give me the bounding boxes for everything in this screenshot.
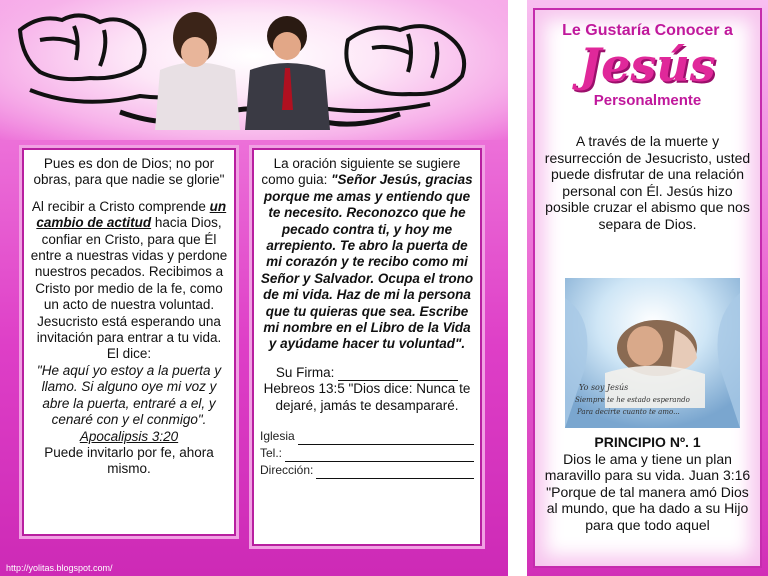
emphasis-change-of-attitude: un cambio de actitud bbox=[36, 198, 227, 231]
receive-text-b: hacia Dios, confiar en Cristo, para que Él entre a nuestras vidas y perdone nuestros pecados. Recibimos a Cristo por medio de la fe, como un acto de nuestra voluntad. Jesucristo está esperando una invitación para entrar a tu vida. El dice: bbox=[30, 215, 228, 362]
signature-label: Su Firma: bbox=[275, 364, 335, 380]
cover-body-text: A través de la muerte y resurrección de Jesucristo, usted puede disfrutar de una relación personal con Él. Jesús hizo posible cruzar el abismo que nos separa de Dios. bbox=[544, 133, 751, 232]
receive-text-a: Al recibir a Cristo comprende bbox=[31, 198, 206, 214]
paragraph-grace: Pues es don de Dios; no por obras, para que nadie se glorie" bbox=[33, 156, 225, 188]
closing-invitation: Puede invitarlo por fe, ahora mismo. bbox=[44, 444, 214, 477]
praying-hands-illustration bbox=[0, 0, 508, 140]
jesus-embrace-image bbox=[565, 278, 740, 428]
principle-heading: PRINCIPIO Nº. 1 bbox=[594, 434, 701, 450]
phone-field-row[interactable] bbox=[260, 445, 474, 462]
address-line[interactable] bbox=[316, 467, 474, 479]
cover-title-top: Le Gustaría Conocer a bbox=[562, 22, 733, 39]
church-line[interactable] bbox=[298, 433, 474, 445]
phone-line[interactable] bbox=[285, 450, 474, 462]
phone-label: Tel.: bbox=[260, 446, 283, 461]
principle-body: Dios le ama y tiene un plan maravillo para su vida. Juan 3:16 "Porque de tal manera amó Dios al mundo, que ha dado a su Hijo para que todo aquel bbox=[544, 450, 751, 533]
fists-and-people-icon bbox=[0, 0, 508, 140]
contact-form bbox=[260, 428, 474, 479]
address-label: Dirección: bbox=[260, 463, 314, 478]
cover-title-name: Jesús bbox=[579, 38, 716, 92]
panel-conversion-text bbox=[22, 148, 236, 536]
signature-line[interactable] bbox=[338, 369, 458, 381]
prayer-intro-text: La oración siguiente se sugiere como guia: bbox=[261, 156, 461, 188]
prayer-body: Reconozco que he pecado contra ti, y hoy me arrepiento. Te abro la puerta de mi corazón y te recibo como mi Señor y Salvador. Ocupa el trono de mi vida. Haz de mi la persona que tu quieras que sea. Escribe mi nombre en el Libro de la Vida y ayúdame hacer tu voluntad". bbox=[260, 205, 474, 352]
cover-title-bottom: Personalmente bbox=[593, 92, 702, 109]
paragraph-receive-christ bbox=[30, 199, 228, 363]
church-field-row[interactable] bbox=[260, 428, 474, 445]
brochure-cover bbox=[527, 0, 768, 576]
signature-row bbox=[260, 365, 474, 381]
image-caption-line-1: Yo soy Jesús bbox=[579, 383, 629, 392]
panel-prayer bbox=[252, 148, 482, 546]
cover-card bbox=[533, 8, 762, 568]
revelation-quote: "He aquí yo estoy a la puerta y llamo. Si alguno oye mi voz y abre la puerta, entraré a el, y cenaré con y el conmigo". bbox=[36, 362, 222, 428]
principle-section bbox=[535, 434, 760, 533]
hebrews-verse: Hebreos 13:5 "Dios dice: Nunca te dejaré, jamás te desampararé. bbox=[263, 381, 471, 413]
image-caption-line-2: Siempre te he estado esperando bbox=[575, 396, 690, 404]
footer-url: http://yolitas.blogspot.com/ bbox=[6, 563, 113, 573]
image-caption-line-3: Para decirte cuanto te amo... bbox=[577, 408, 680, 416]
address-field-row[interactable] bbox=[260, 462, 474, 479]
prayer-opening: "Señor Jesús, gracias porque me amas y entiendo que te necesito. bbox=[263, 172, 473, 221]
prayer-intro bbox=[260, 156, 474, 353]
bible-reference: Apocalipsis 3:20 bbox=[79, 428, 179, 444]
church-label: Iglesia bbox=[260, 429, 295, 444]
